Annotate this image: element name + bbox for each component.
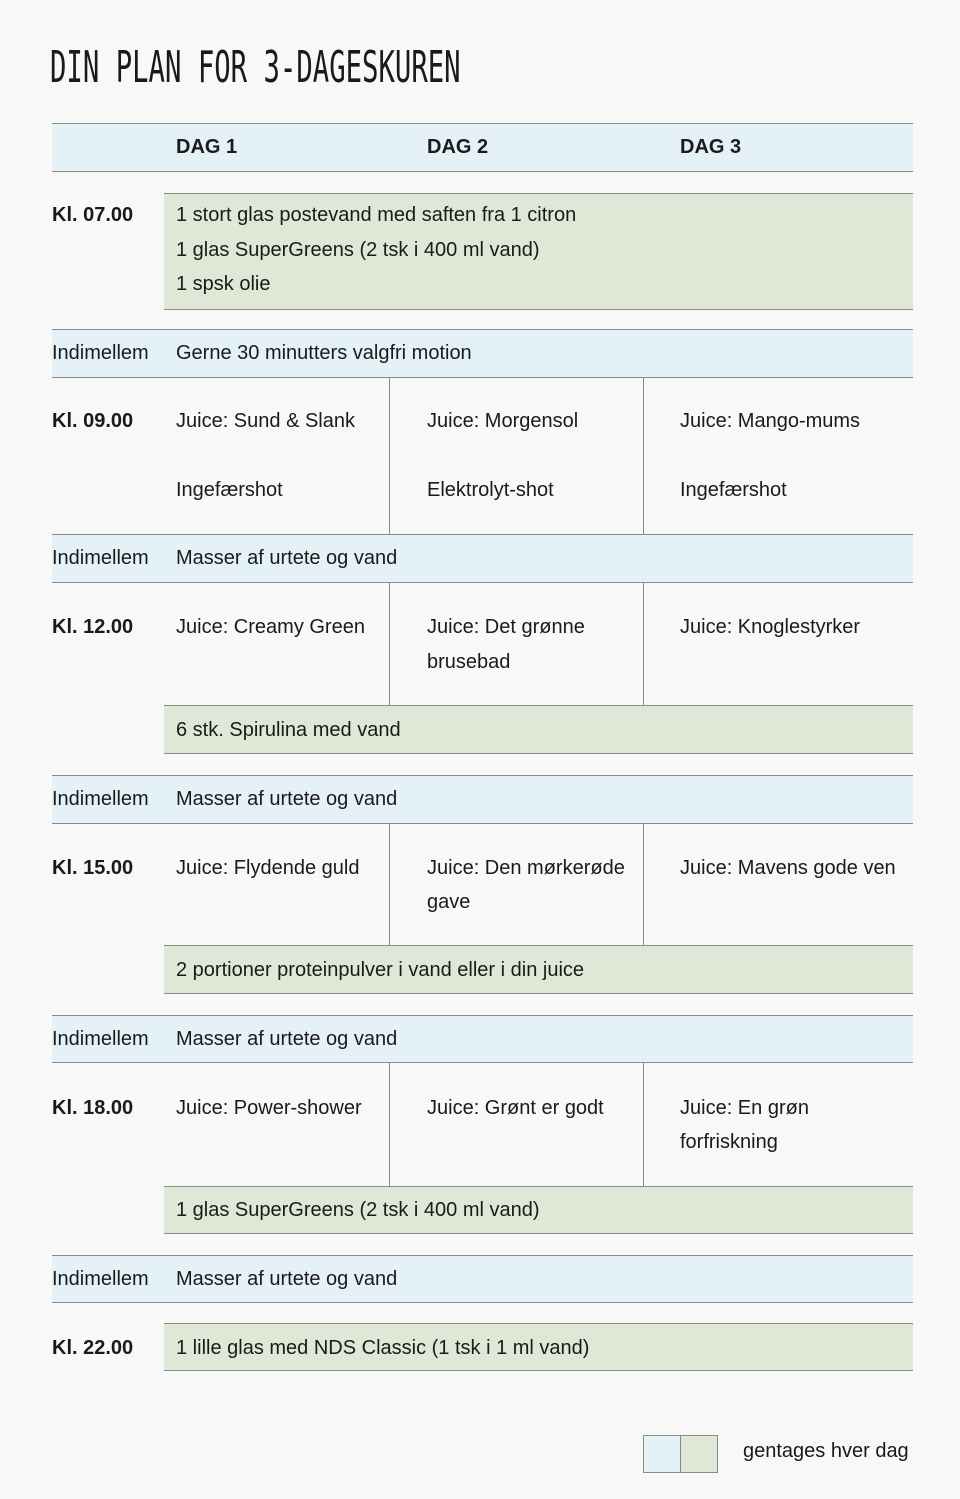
row-1200-day2-juice-cont: brusebad [427,651,511,673]
row-0700-line1: 1 stort glas postevand med saften fra 1 citron [176,204,577,226]
row-0900-day1-juice: Juice: Sund & Slank [176,410,355,432]
row-0900-day3-shot: Ingefærshot [680,479,787,501]
row-0900-day3-juice: Juice: Mango-mums [680,410,861,432]
between-label-3: Indimellem [52,788,149,810]
row-1200-shared: 6 stk. Spirulina med vand [176,719,401,741]
row-1800-day2-juice: Juice: Grønt er godt [427,1097,604,1119]
between-label-2: Indimellem [52,547,149,569]
legend-swatch-blue [643,1435,681,1473]
between-label-1: Indimellem [52,342,149,364]
row-1800-shared: 1 glas SuperGreens (2 tsk i 400 ml vand) [176,1199,540,1221]
row-2200-text: 1 lille glas med NDS Classic (1 tsk i 1 ml vand) [176,1337,590,1359]
header-day1: DAG 1 [176,136,238,158]
divider-1200-a [389,583,390,705]
row-1500-shared: 2 portioner proteinpulver i vand eller i din juice [176,959,585,981]
time-1500: Kl. 15.00 [52,857,134,879]
divider-1800-a [389,1063,390,1186]
row-0900-day2-juice: Juice: Morgensol [427,410,579,432]
legend-swatch-green [680,1435,718,1473]
header-day3: DAG 3 [680,136,742,158]
time-2200: Kl. 22.00 [52,1337,134,1359]
divider-1500-a [389,824,390,945]
row-1500-day2-juice-cont: gave [427,891,471,913]
divider-0900-a [389,378,390,534]
between-text-5: Masser af urtete og vand [176,1268,398,1290]
divider-1800-b [643,1063,644,1186]
time-0900: Kl. 09.00 [52,410,134,432]
legend-text: gentages hver dag [743,1440,909,1462]
row-1800-day1-juice: Juice: Power-shower [176,1097,362,1119]
row-1200-day3-juice: Juice: Knoglestyrker [680,616,861,638]
row-1500-day3-juice: Juice: Mavens gode ven [680,857,896,879]
row-1500-day2-juice: Juice: Den mørkerøde [427,857,625,879]
time-0700: Kl. 07.00 [52,204,134,226]
time-1200: Kl. 12.00 [52,616,134,638]
divider-0900-b [643,378,644,534]
between-text-4: Masser af urtete og vand [176,1028,398,1050]
row-1200-day2-juice: Juice: Det grønne [427,616,585,638]
row-0700-line2: 1 glas SuperGreens (2 tsk i 400 ml vand) [176,239,540,261]
row-0700-line3: 1 spsk olie [176,273,271,295]
between-label-4: Indimellem [52,1028,149,1050]
time-1800: Kl. 18.00 [52,1097,134,1119]
page-title: DIN PLAN FOR 3-DAGESKUREN [50,42,461,93]
divider-1500-b [643,824,644,945]
row-1800-day3-juice-cont: forfriskning [680,1131,778,1153]
row-1200-day1-juice: Juice: Creamy Green [176,616,365,638]
between-text-3: Masser af urtete og vand [176,788,398,810]
between-label-5: Indimellem [52,1268,149,1290]
between-text-2: Masser af urtete og vand [176,547,398,569]
divider-1200-b [643,583,644,705]
row-1800-day3-juice: Juice: En grøn [680,1097,809,1119]
header-day2: DAG 2 [427,136,489,158]
row-0900-day2-shot: Elektrolyt-shot [427,479,554,501]
row-0900-day1-shot: Ingefærshot [176,479,283,501]
between-text-1: Gerne 30 minutters valgfri motion [176,342,472,364]
row-1500-day1-juice: Juice: Flydende guld [176,857,360,879]
